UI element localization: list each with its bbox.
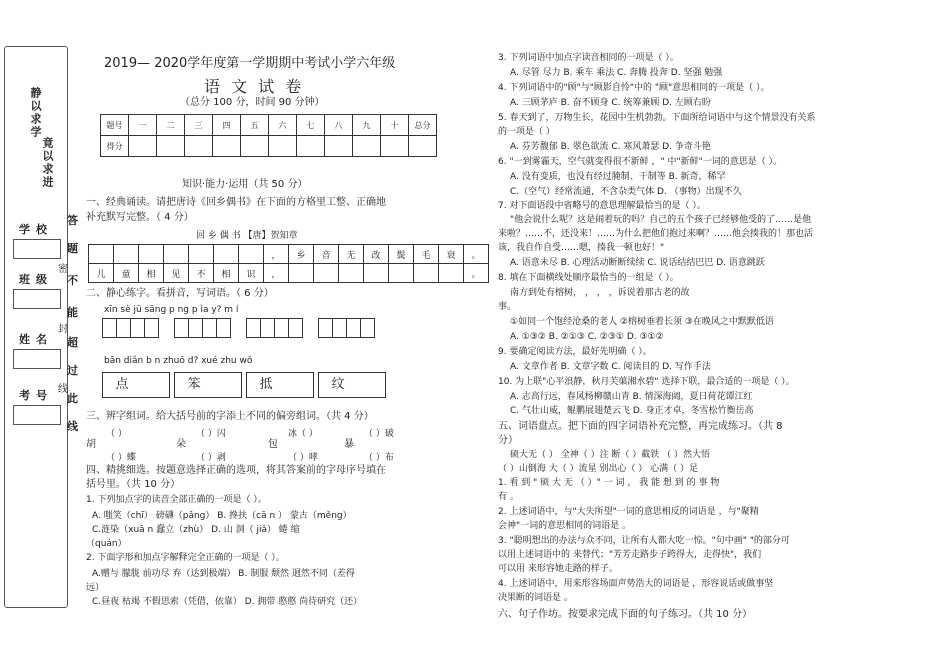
poem-cell: 识 xyxy=(239,264,264,283)
seal-char: 密 xyxy=(58,264,68,275)
rq8-options: A. ①③② B. ②①③ C. ②③① D. ③①② xyxy=(510,332,664,342)
rq7: 7. 对下面语段中省略号的意思理解最恰当的是（ ）。 xyxy=(498,201,706,211)
q4-2-options-cd: C.昼夜 枯竭 不假思索（凭借，依靠） D. 拥带 憨憨 尚待研究（还） xyxy=(92,597,363,607)
score-entry-cell[interactable] xyxy=(213,136,241,157)
rq7-passage: 该，我自作自受……嗯，揍我一顿也好！" xyxy=(498,243,665,253)
rq10-options-cd: C. 气壮山威，鲲鹏展翅楚云飞 D. 身正才卓，冬雪松竹衡岳高 xyxy=(510,406,754,416)
score-header-cell: 七 xyxy=(297,115,325,136)
q4-2: 2. 下面字形和加点字解释完全正确的一项是（ ）。 xyxy=(86,553,285,563)
poem-cell xyxy=(289,264,314,283)
q3-char: （ ）闪 xyxy=(196,429,226,439)
warn-char: 过 xyxy=(67,364,78,377)
given-char: 笨 xyxy=(187,377,229,392)
exam-title: 2019— 2020学年度第一学期期中考试小学六年级 xyxy=(104,56,396,71)
poem-cell xyxy=(164,245,189,264)
section5-title: 五、词语盘点。把下面的四字词语补充完整，再完成练习。（共 8 xyxy=(498,421,783,432)
score-header-cell: 二 xyxy=(157,115,185,136)
score-entry-cell[interactable] xyxy=(297,136,325,157)
q3-char: 暴 xyxy=(344,439,354,450)
score-entry-cell[interactable] xyxy=(353,136,381,157)
warn-char: 此 xyxy=(67,392,78,405)
s5-q3-cont2: 可以用 来形容她走路的样子。 xyxy=(498,564,618,574)
q4-1-options-ab: A. 嗤笑（chī） 磅礴（pǎng） B. 搀扶（cā n ） 蒙古（měng） xyxy=(92,511,352,521)
s5-q4: 4. 上述词语中，用来形容场面声势浩大的词语是 ，形容说话或做事坚 xyxy=(498,579,774,589)
s5-q3: 3. "聪明想出的办法与众不同，让所有人都大吃一惊。"句中画" "的部分可 xyxy=(498,536,790,546)
warn-char: 超 xyxy=(67,336,78,349)
school-field[interactable] xyxy=(13,239,61,259)
q3-char: 胡 xyxy=(86,439,96,450)
rq8-passage: 南方到处有榕树， ， ， ，诉说着那古老的故 xyxy=(510,288,690,298)
class-field[interactable] xyxy=(13,289,61,309)
score-entry-cell[interactable] xyxy=(409,136,437,157)
q4-1-options-cont: （quán） xyxy=(86,539,127,549)
poem-cell xyxy=(139,245,164,264)
seal-char: 线 xyxy=(58,384,68,395)
rq10: 10. 为上联"心平浪静，秋月芙蕖湘水碧" 选择下联，最合适的一项是（ ）。 xyxy=(498,377,795,387)
school-label: 学校 xyxy=(19,223,53,236)
poem-cell: 。 xyxy=(464,245,489,264)
given-char: 抵 xyxy=(259,377,301,392)
score-entry-cell[interactable] xyxy=(269,136,297,157)
rq5-options: A. 芬芳馥郁 B. 翠色欲流 C. 寒风萧瑟 D. 争奇斗艳 xyxy=(510,142,711,152)
poem-cell: 乡 xyxy=(289,245,314,264)
score-header-cell: 八 xyxy=(325,115,353,136)
q3-blank[interactable]: （ ） xyxy=(106,429,127,439)
rq8-sentences: ①如同一个饱经沧桑的老人 ②榕树垂着长须 ③在晚风之中默默低语 xyxy=(510,317,774,327)
rq6-options-cd: C.（空气）经常流通，不含杂类气体 D. （事物）出现不久 xyxy=(510,187,742,197)
score-header-cell: 三 xyxy=(185,115,213,136)
s5-q4-cont: 决果断的词语是 。 xyxy=(498,593,573,603)
poem-cell xyxy=(89,245,114,264)
poem-cell: 见 xyxy=(164,264,189,283)
q2-pinyin-row1: xīn sè jū sāng p ng p ìa y? m í xyxy=(104,305,239,315)
rq4-options: A. 三顾茅庐 B. 奋不顾身 C. 统筹兼顾 D. 左顾右盼 xyxy=(510,98,711,108)
rq6: 6. "一到雾霾天，空气就变得很不新鲜 ，" 中"新鲜"一词的意思是（ ）。 xyxy=(498,157,783,167)
rq9: 9. 要确定阅读方法，最好先明确（ ）。 xyxy=(498,347,652,357)
section6-title: 六、句子作坊。按要求完成下面的句子练习。（共 10 分） xyxy=(498,609,753,620)
idioms-row1: 硕大无（ ） 全神（ ）注 断（ ）截铁 （ ）然大悟 xyxy=(510,450,711,460)
score-entry-cell[interactable] xyxy=(185,136,213,157)
poem-cell xyxy=(314,264,339,283)
score-header-cell: 九 xyxy=(353,115,381,136)
write-box[interactable] xyxy=(102,372,170,398)
poem-cell: 毛 xyxy=(414,245,439,264)
q3-char: 包 xyxy=(268,439,278,450)
q1-title: 一、经典诵读。请把唐诗《回乡偶书》在下面的方格里工整、正确地 xyxy=(86,197,386,208)
poem-cell: 鬓 xyxy=(389,245,414,264)
exam-no-label: 考号 xyxy=(19,389,53,402)
name-label: 姓名 xyxy=(19,333,53,346)
write-grid[interactable] xyxy=(246,318,303,338)
q4-2-options-cont: 远） xyxy=(86,583,105,593)
s5-q1-cont: 有 。 xyxy=(498,492,519,502)
rq10-options-ab: A. 志高行远，春风杨柳赣山青 B. 情深海阔，夏日荷花谭江红 xyxy=(510,392,753,402)
rq6-options-ab: A. 没有变质，也没有经过腌制、干制等 B. 新奇，稀罕 xyxy=(510,172,726,182)
poem-cell: 。 xyxy=(464,264,489,283)
poem-cell xyxy=(189,245,214,264)
q4-title-cont: 括号里。（共 10 分） xyxy=(86,479,181,490)
q2-title: 二、静心练字。看拼音，写词语。（ 6 分） xyxy=(86,288,274,299)
rq9-options: A. 文章作者 B. 文章字数 C. 阅读目的 D. 写作手法 xyxy=(510,362,711,372)
warn-char: 答 xyxy=(67,214,78,227)
class-label: 班级 xyxy=(19,273,53,286)
score-header-cell: 六 xyxy=(269,115,297,136)
write-grid[interactable] xyxy=(102,318,159,338)
motto-b: 竟以求进 xyxy=(41,137,54,189)
q3-title: 三、辨字组词。给大括号前的字添上不同的偏旁组词。（共 4 分） xyxy=(86,411,374,422)
idioms-row2: （ ）山倒海 大（ ）流星 别出心（ ） 心满（ ）足 xyxy=(498,464,699,474)
poem-cell xyxy=(339,264,364,283)
warn-char: 线 xyxy=(67,420,78,433)
q3-char: 朵 xyxy=(176,439,186,450)
poem-title: 回 乡 偶 书 【唐】贺知章 xyxy=(196,231,298,241)
score-entry-cell[interactable] xyxy=(157,136,185,157)
exam-subject: 语 文 试 卷 xyxy=(204,77,305,96)
poem-cell: 儿 xyxy=(89,264,114,283)
rq7-options: A. 语意未尽 B. 心理活动断断续续 C. 说话结结巴巴 D. 语意跳跃 xyxy=(510,258,765,268)
poem-cell: 改 xyxy=(364,245,389,264)
q3-char: （ ）剥 xyxy=(196,453,226,463)
name-field[interactable] xyxy=(13,349,61,369)
rq7-passage: "他会说什么呢？这是闹着玩的吗？自己的五个孩子已经够他受的了……是他 xyxy=(510,215,812,225)
q4-title: 四、精挑细选。按题意选择正确的选项，将其答案前的字母序号填在 xyxy=(86,465,386,476)
warn-char: 不 xyxy=(67,274,78,287)
q3-char: （ ）布 xyxy=(364,453,394,463)
poem-cell: 相 xyxy=(214,264,239,283)
poem-cell: 衰 xyxy=(439,245,464,264)
poem-cell: ， xyxy=(264,245,289,264)
rq8: 8. 填在下面横线处顺序最恰当的一组是（ ）。 xyxy=(498,273,679,283)
rq4: 4. 下列词语中的"顾"与"顾影自怜"中的 "顾"意思相同的一项是（ ）。 xyxy=(498,83,770,93)
s5-q2-cont: 会神"一词的意思相同的词语是 。 xyxy=(498,521,632,531)
rq5: 5. 春天到了，万物生长，花园中生机勃勃。下面所给词语中与这个情景没有关系 xyxy=(498,113,816,123)
score-entry-cell[interactable] xyxy=(241,136,269,157)
q3-char: （ ）蝶 xyxy=(106,453,136,463)
poem-cell: 相 xyxy=(139,264,164,283)
poem-cell xyxy=(414,264,439,283)
score-header-cell: 四 xyxy=(213,115,241,136)
q4-2-options-ab: A.赠与 朦胧 前功尽 弃（达到极端） B. 制服 颓然 迥然不同（差得 xyxy=(92,569,355,579)
poem-cell: 音 xyxy=(314,245,339,264)
score-header-cell: 题号 xyxy=(101,115,129,136)
s5-q3-cont: 以用上述词语中的 来替代；"芳芳走路步子跨得大，走得快"，我们 xyxy=(498,550,762,560)
part1-heading: 知识·能力·运用（共 50 分） xyxy=(182,179,308,190)
s5-q1: 1. 看 到 " 硕 大 无 （ ）" 一 词 ， 我 能 想 到 的 事 物 xyxy=(498,478,720,488)
score-header-cell: 十 xyxy=(381,115,409,136)
exam-no-field[interactable] xyxy=(13,405,61,425)
score-header-cell: 一 xyxy=(129,115,157,136)
q2-pinyin-row2: bān diǎn b n zhuō d? xué zhu wǒ xyxy=(104,356,253,366)
score-entry-cell[interactable] xyxy=(381,136,409,157)
poem-cell: ， xyxy=(264,264,289,283)
poem-cell: 童 xyxy=(114,264,139,283)
write-grid[interactable] xyxy=(174,318,231,338)
q3-char: （ ）破 xyxy=(364,429,394,439)
poem-grid xyxy=(88,244,489,283)
q4-1: 1. 下列加点字的读音全部正确的一项是（ ）。 xyxy=(86,495,267,505)
q4-1-options-cd: C.涟染（xuā n 蠢立（zhù） D. 山 洞（ jiǎ） 蜷 缩 xyxy=(92,525,300,535)
motto-a: 静以求学 xyxy=(29,87,42,139)
q3-char: 冰（ ） xyxy=(288,429,318,439)
seal-char: 封 xyxy=(58,324,68,335)
write-grid[interactable] xyxy=(318,318,375,338)
exam-info: （总分 100 分，时间 90 分钟） xyxy=(180,97,325,108)
q3-char: （ ）哮 xyxy=(288,453,318,463)
score-header-cell: 五 xyxy=(241,115,269,136)
rq8-passage-cont: 事。 xyxy=(498,302,517,312)
s5-q2: 2. 上述词语中，与"大失所望"一词的意思相反的词语是 ，与"聚精 xyxy=(498,507,759,517)
rq3: 3. 下列词语中加点字读音相同的一项是（ ）。 xyxy=(498,53,679,63)
poem-cell: 无 xyxy=(339,245,364,264)
rq7-passage: 来啦？……不，还没来！……为什么把他们抱过来啊？……他会揍我的！那也活 xyxy=(498,229,814,239)
given-char: 点 xyxy=(115,377,157,392)
poem-cell xyxy=(114,245,139,264)
score-label-cell: 得分 xyxy=(101,136,129,157)
poem-cell xyxy=(239,245,264,264)
warn-char: 能 xyxy=(67,306,78,319)
score-header-cell: 总分 xyxy=(409,115,437,136)
score-table xyxy=(100,114,437,157)
section5-title-cont: 分） xyxy=(498,435,518,446)
poem-cell xyxy=(214,245,239,264)
poem-cell: 不 xyxy=(189,264,214,283)
poem-cell xyxy=(439,264,464,283)
q1-title-cont: 补充默写完整。（ 4 分） xyxy=(86,212,194,223)
given-char: 纹 xyxy=(331,377,373,392)
poem-cell xyxy=(364,264,389,283)
write-box[interactable] xyxy=(174,372,242,398)
poem-cell xyxy=(389,264,414,283)
rq3-options: A. 尽管 尽力 B. 乘车 乘法 C. 奔腾 投奔 D. 坚强 勉强 xyxy=(510,68,723,78)
rq5-cont: 的一项是（ ） xyxy=(498,127,555,137)
score-entry-cell[interactable] xyxy=(129,136,157,157)
warn-char: 题 xyxy=(67,242,78,255)
write-box[interactable] xyxy=(246,372,314,398)
score-entry-cell[interactable] xyxy=(325,136,353,157)
write-box[interactable] xyxy=(318,372,386,398)
